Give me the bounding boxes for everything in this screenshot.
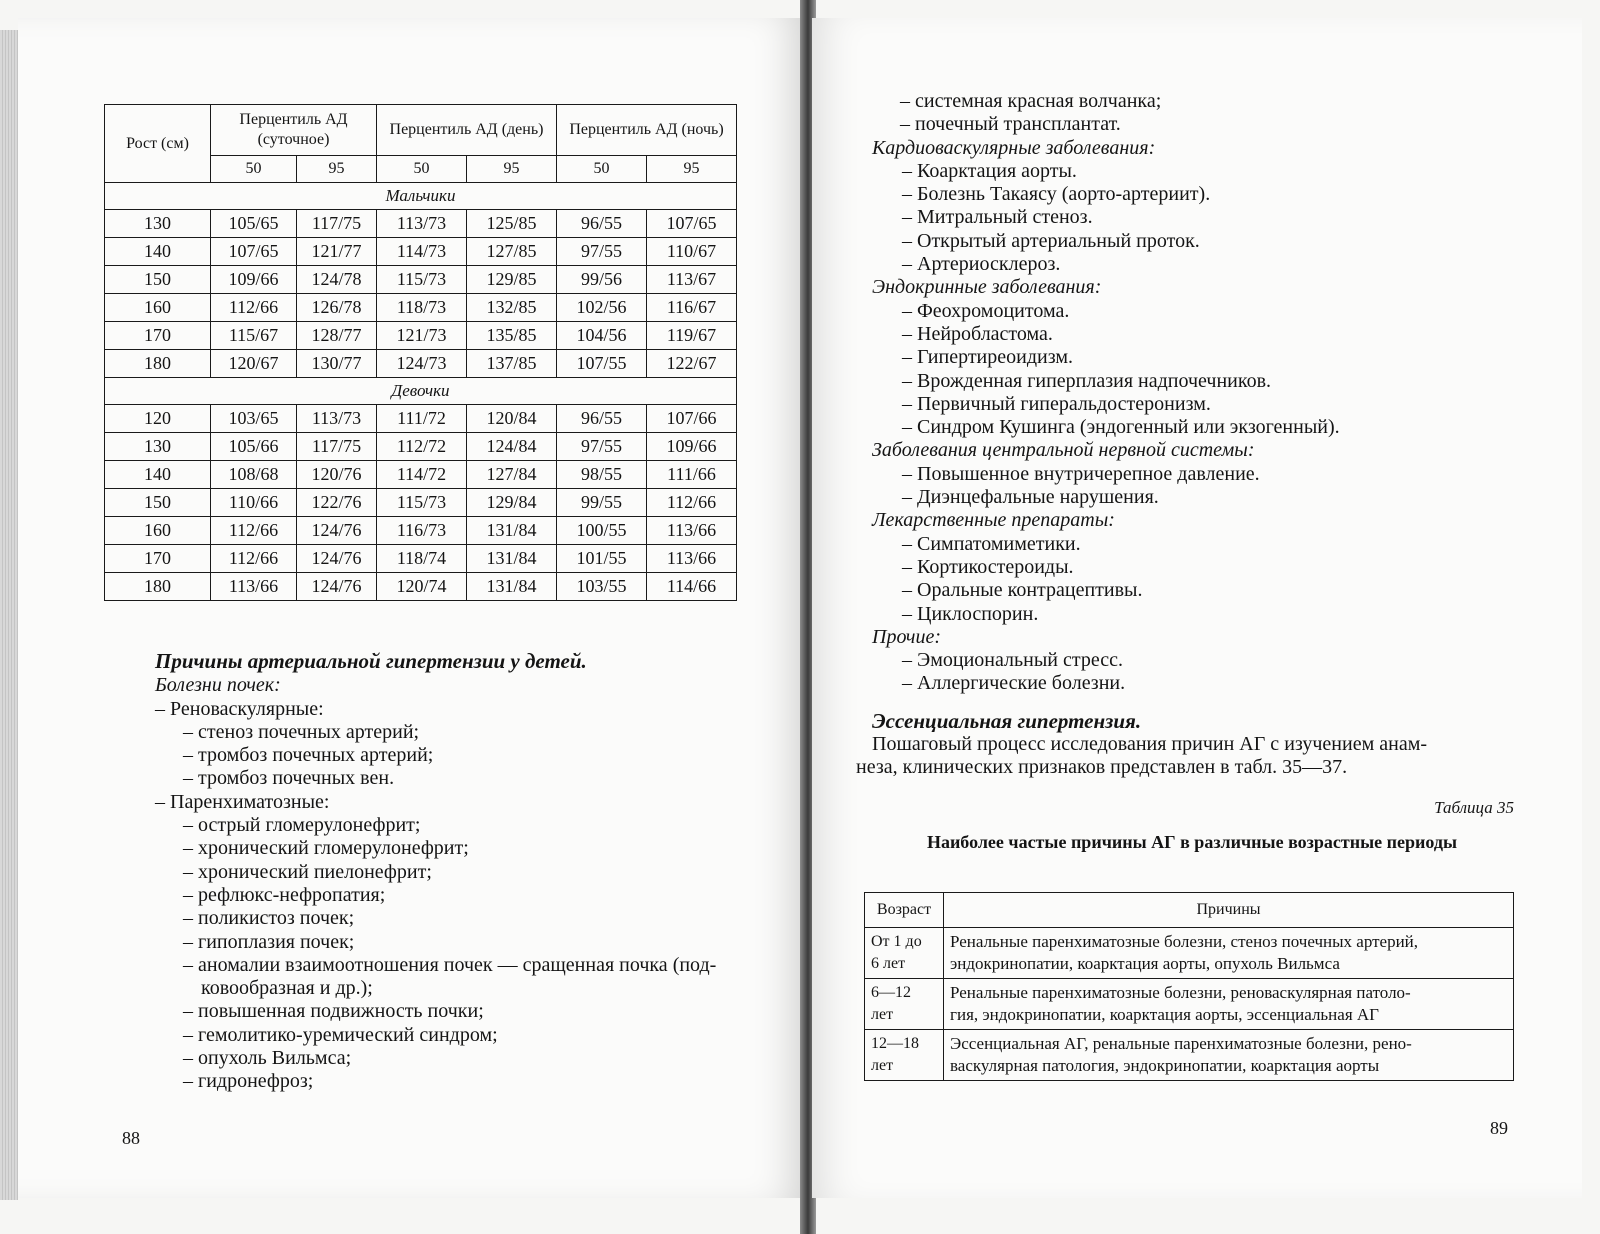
list-item: – повышенная подвижность почки; — [183, 1000, 484, 1023]
table-header-row — [105, 105, 737, 156]
age-text: 6—12 — [871, 984, 911, 1001]
bp-percentile-table — [104, 104, 737, 601]
table-row — [105, 433, 737, 461]
age-text: лет — [871, 1006, 894, 1023]
table-cell: 118/73 — [377, 294, 467, 322]
list-item: – системная красная волчанка; — [900, 90, 1162, 112]
table-cell: 118/74 — [377, 545, 467, 573]
table-row — [105, 210, 737, 238]
table-cell: 124/78 — [297, 266, 377, 294]
table-cell: 120 — [105, 405, 211, 433]
table-row — [105, 238, 737, 266]
girls-group-row — [105, 378, 737, 405]
table-cell: 96/55 — [557, 405, 647, 433]
age-cell — [865, 979, 944, 1030]
table-cell: 132/85 — [467, 294, 557, 322]
table-label: Таблица 35 — [1434, 797, 1514, 817]
girls-rows — [105, 405, 737, 601]
header-day: Перцентиль АД (день) — [377, 105, 557, 156]
table-cell: 112/66 — [211, 517, 297, 545]
table-cell: 131/84 — [467, 545, 557, 573]
sub-95: 95 — [297, 156, 377, 183]
table-cell: 131/84 — [467, 573, 557, 601]
table-row — [105, 461, 737, 489]
list-item: – тромбоз почечных артерий; — [183, 744, 434, 767]
table-cell: 117/75 — [297, 210, 377, 238]
table-cell: 129/84 — [467, 489, 557, 517]
table-cell: 103/55 — [557, 573, 647, 601]
boys-rows — [105, 210, 737, 378]
list-item: – опухоль Вильмса; — [183, 1047, 352, 1070]
table-cell: 115/73 — [377, 489, 467, 517]
list-item: – Нейробластома. — [902, 322, 1053, 345]
causes-cell — [944, 979, 1514, 1030]
table-cell: 116/67 — [647, 294, 737, 322]
sub-50: 50 — [557, 156, 647, 183]
table-cell: 101/55 — [557, 545, 647, 573]
drug-label: Лекарственные препараты: — [872, 509, 1115, 532]
table-cell: 129/85 — [467, 266, 557, 294]
endo-label: Эндокринные заболевания: — [872, 276, 1102, 299]
renovascular-label: – Реноваскулярные: — [155, 697, 324, 720]
list-item: – Открытый артериальный проток. — [902, 229, 1200, 252]
causes-text: эндокринопатии, коарктация аорты, опухоль Вильмса — [950, 954, 1340, 973]
list-item: – тромбоз почечных вен. — [183, 767, 395, 790]
table-cell: 114/72 — [377, 461, 467, 489]
table-cell: 113/73 — [377, 210, 467, 238]
list-item: – Артериосклероз. — [902, 253, 1061, 276]
list-item: – хронический пиелонефрит; — [183, 860, 432, 883]
right-text-block — [856, 90, 1514, 854]
age-text: 12—18 — [871, 1035, 919, 1052]
paragraph-line-1: Пошаговый процесс исследования причин АГ с изучением анам- — [872, 733, 1428, 756]
header-height: Рост (см) — [105, 105, 211, 183]
header-daily: Перцентиль АД (суточное) — [211, 105, 377, 156]
table-cell: 107/65 — [647, 210, 737, 238]
causes-text: гия, эндокринопатии, коарктация аорты, эссенциальная АГ — [950, 1005, 1379, 1024]
table-cell: 130/77 — [297, 350, 377, 378]
table-row — [105, 350, 737, 378]
table-cell: 105/65 — [211, 210, 297, 238]
age-text: От 1 до — [871, 933, 922, 950]
table-cell: 113/66 — [647, 545, 737, 573]
table-cell: 107/55 — [557, 350, 647, 378]
table-cell: 110/67 — [647, 238, 737, 266]
sub-50: 50 — [377, 156, 467, 183]
causes-heading: Причины артериальной гипертензии у детей. — [155, 649, 587, 673]
table-cell: 122/76 — [297, 489, 377, 517]
table-cell: 128/77 — [297, 322, 377, 350]
header-age: Возраст — [865, 893, 944, 928]
table-cell: 98/55 — [557, 461, 647, 489]
table-cell: 103/65 — [211, 405, 297, 433]
list-item: – Аллергические болезни. — [902, 672, 1126, 695]
table-row — [105, 405, 737, 433]
causes-by-age-table — [864, 892, 1514, 1081]
table-cell: 99/56 — [557, 266, 647, 294]
cardio-label: Кардиоваскулярные заболевания: — [872, 136, 1156, 159]
table-cell: 105/66 — [211, 433, 297, 461]
list-item: – Гипертиреоидизм. — [902, 346, 1073, 369]
list-item: – хронический гломерулонефрит; — [183, 837, 469, 860]
table-row — [105, 266, 737, 294]
sub-95: 95 — [647, 156, 737, 183]
list-item: – Повышенное внутричерепное давление. — [902, 462, 1260, 485]
paragraph-line-2: неза, клинических признаков представлен в табл. 35—37. — [856, 756, 1348, 779]
left-text-block — [155, 650, 775, 1094]
table-cell: 114/73 — [377, 238, 467, 266]
sub-50: 50 — [211, 156, 297, 183]
table-cell: 120/84 — [467, 405, 557, 433]
table-cell: 124/76 — [297, 517, 377, 545]
list-item: – гидронефроз; — [183, 1070, 314, 1093]
table-cell: 97/55 — [557, 238, 647, 266]
table-cell: 120/76 — [297, 461, 377, 489]
list-item: – Эмоциональный стресс. — [902, 649, 1123, 672]
list-item: – поликистоз почек; — [183, 907, 355, 930]
table-row — [105, 294, 737, 322]
page-number-right: 89 — [1490, 1118, 1508, 1138]
table-cell: 124/76 — [297, 545, 377, 573]
table-cell: 107/66 — [647, 405, 737, 433]
table-cell: 160 — [105, 294, 211, 322]
list-item: – Оральные контрацептивы. — [902, 579, 1143, 602]
age-cell — [865, 928, 944, 979]
causes-text: Ренальные паренхиматозные болезни, реноваскулярная патоло- — [950, 983, 1411, 1002]
anomaly-line-2: ковообразная и др.); — [201, 977, 373, 1000]
sub-95: 95 — [467, 156, 557, 183]
table-cell: 120/74 — [377, 573, 467, 601]
table-cell: 140 — [105, 238, 211, 266]
table-cell: 124/84 — [467, 433, 557, 461]
table-cell: 113/67 — [647, 266, 737, 294]
list-item: – Коарктация аорты. — [902, 159, 1077, 182]
list-item: – Диэнцефальные нарушения. — [902, 486, 1159, 509]
list-item: – Симпатомиметики. — [902, 532, 1081, 555]
table-row — [865, 928, 1514, 979]
list-item: – Первичный гиперальдостеронизм. — [902, 392, 1211, 415]
table-cell: 116/73 — [377, 517, 467, 545]
header-night: Перцентиль АД (ночь) — [557, 105, 737, 156]
list-item: – гипоплазия почек; — [183, 930, 355, 953]
list-item: – Феохромоцитома. — [902, 299, 1070, 322]
table-cell: 102/56 — [557, 294, 647, 322]
causes-text: васкулярная патология, эндокринопатии, коарктация аорты — [950, 1056, 1380, 1075]
table-cell: 160 — [105, 517, 211, 545]
table-row — [105, 489, 737, 517]
table-cell: 121/77 — [297, 238, 377, 266]
table-cell: 109/66 — [211, 266, 297, 294]
table-cell: 112/72 — [377, 433, 467, 461]
essential-heading: Эссенциальная гипертензия. — [872, 708, 1142, 733]
list-item: – Болезнь Такаясу (аорто-артериит). — [902, 183, 1211, 206]
table-cell: 150 — [105, 489, 211, 517]
boys-label: Мальчики — [105, 183, 737, 210]
table-cell: 117/75 — [297, 433, 377, 461]
boys-group-row — [105, 183, 737, 210]
age-text: 6 лет — [871, 955, 906, 972]
causes-text: Ренальные паренхиматозные болезни, стеноз почечных артерий, — [950, 932, 1419, 951]
table-cell: 131/84 — [467, 517, 557, 545]
causes-text: Эссенциальная АГ, ренальные паренхиматозные болезни, рено- — [950, 1034, 1412, 1053]
list-item: – Кортикостероиды. — [902, 555, 1074, 578]
table-cell: 96/55 — [557, 210, 647, 238]
parenchymal-label: – Паренхиматозные: — [155, 790, 330, 813]
table-cell: 150 — [105, 266, 211, 294]
table-cell: 113/73 — [297, 405, 377, 433]
list-item: – рефлюкс-нефропатия; — [183, 883, 386, 906]
table-cell: 122/67 — [647, 350, 737, 378]
table-cell: 170 — [105, 545, 211, 573]
table-cell: 100/55 — [557, 517, 647, 545]
table-cell: 114/66 — [647, 573, 737, 601]
list-item: – почечный трансплантат. — [900, 113, 1121, 136]
table-cell: 97/55 — [557, 433, 647, 461]
list-item: – гемолитико-уремический синдром; — [183, 1023, 498, 1046]
page-edges — [0, 30, 18, 1200]
other-label: Прочие: — [872, 625, 942, 648]
age-cell — [865, 1030, 944, 1081]
table-cell: 104/56 — [557, 322, 647, 350]
table-cell: 135/85 — [467, 322, 557, 350]
table-cell: 108/68 — [211, 461, 297, 489]
table-row — [105, 517, 737, 545]
table-cell: 115/73 — [377, 266, 467, 294]
table-cell: 130 — [105, 433, 211, 461]
table-header-row — [865, 893, 1514, 928]
list-item: – стеноз почечных артерий; — [183, 720, 420, 743]
table-cell: 112/66 — [211, 294, 297, 322]
age-text: лет — [871, 1057, 894, 1074]
list-item: – Синдром Кушинга (эндогенный или экзогенный). — [902, 416, 1340, 439]
table-cell: 125/85 — [467, 210, 557, 238]
table-cell: 124/76 — [297, 573, 377, 601]
table-cell: 107/65 — [211, 238, 297, 266]
table-cell: 110/66 — [211, 489, 297, 517]
kidney-label: Болезни почек: — [155, 674, 281, 697]
page-number-left: 88 — [122, 1128, 140, 1148]
table-cell: 111/72 — [377, 405, 467, 433]
table-cell: 112/66 — [211, 545, 297, 573]
list-item: – острый гломерулонефрит; — [183, 814, 421, 837]
table-cell: 180 — [105, 573, 211, 601]
header-causes: Причины — [944, 893, 1514, 928]
anomaly-line-1: – аномалии взаимоотношения почек — сращенная почка (под- — [183, 953, 717, 976]
table-cell: 126/78 — [297, 294, 377, 322]
table-cell: 127/85 — [467, 238, 557, 266]
causes-rows — [865, 928, 1514, 1081]
table-cell: 112/66 — [647, 489, 737, 517]
table-cell: 119/67 — [647, 322, 737, 350]
table-row — [105, 322, 737, 350]
table-title: Наиболее частые причины АГ в различные возрастные периоды — [926, 831, 1458, 852]
table-row — [105, 573, 737, 601]
cns-label: Заболевания центральной нервной системы: — [872, 439, 1255, 462]
table-cell: 140 — [105, 461, 211, 489]
table-cell: 121/73 — [377, 322, 467, 350]
list-item: – Митральный стеноз. — [902, 206, 1093, 229]
table-cell: 113/66 — [211, 573, 297, 601]
causes-cell — [944, 928, 1514, 979]
table-cell: 170 — [105, 322, 211, 350]
table-cell: 124/73 — [377, 350, 467, 378]
list-item-anomaly — [155, 954, 775, 1001]
table-cell: 109/66 — [647, 433, 737, 461]
table-cell: 113/66 — [647, 517, 737, 545]
list-item: – Врожденная гиперплазия надпочечников. — [902, 369, 1272, 392]
table-cell: 111/66 — [647, 461, 737, 489]
table-cell: 99/55 — [557, 489, 647, 517]
table-cell: 130 — [105, 210, 211, 238]
table-cell: 180 — [105, 350, 211, 378]
table-cell: 120/67 — [211, 350, 297, 378]
table-row — [865, 1030, 1514, 1081]
table-cell: 137/85 — [467, 350, 557, 378]
list-item: – Циклоспорин. — [902, 602, 1039, 625]
causes-cell — [944, 1030, 1514, 1081]
table-row — [105, 545, 737, 573]
table-cell: 115/67 — [211, 322, 297, 350]
table-row — [865, 979, 1514, 1030]
girls-label: Девочки — [105, 378, 737, 405]
table-cell: 127/84 — [467, 461, 557, 489]
